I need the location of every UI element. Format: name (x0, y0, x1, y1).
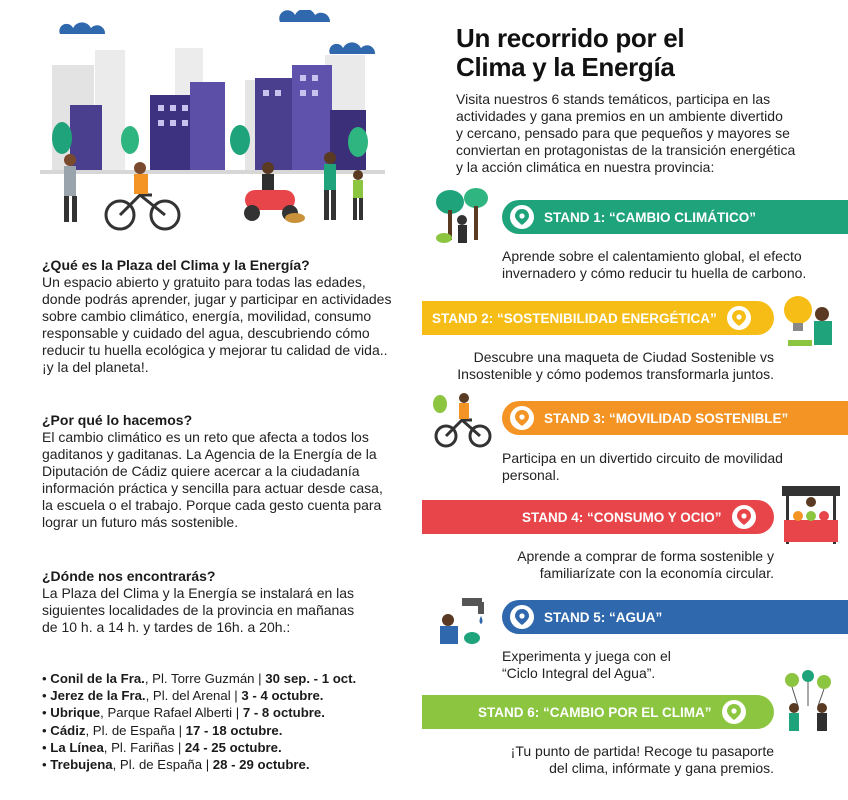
stand-5-description: Experimenta y juega con el “Ciclo Integral del Agua”. (502, 648, 671, 681)
page-title: Un recorrido por el Clima y la Energía (456, 23, 685, 82)
stand-6-banner (422, 695, 774, 729)
market-stall-icon (778, 482, 844, 548)
lightbulb-person-icon (778, 290, 842, 354)
section-heading-what: ¿Qué es la Plaza del Clima y la Energía? (42, 257, 310, 273)
stand-4-banner (422, 500, 774, 534)
stand-3-description: Participa en un divertido circuito de movilidad personal. (502, 450, 783, 483)
location-pin-icon (510, 406, 534, 430)
list-item: • Jerez de la Fra., Pl. del Arenal | 3 - 4 octubre. (42, 688, 324, 704)
stand-2-banner (422, 301, 774, 335)
dog-icon (285, 213, 305, 223)
stand-1-label: STAND 1: “CAMBIO CLIMÁTICO” (544, 209, 756, 225)
tree-icon (230, 125, 250, 155)
stand-3-banner (502, 401, 848, 435)
stand-1-description: Aprende sobre el calentamiento global, el efecto invernadero y cómo reducir tu huella de carbono. (502, 248, 807, 281)
stand-2-description: Descubre una maqueta de Ciudad Sostenible vs Insostenible y cómo podemos transformarla juntos. (457, 349, 774, 382)
list-item: • Ubrique, Parque Rafael Alberti | 7 - 8 octubre. (42, 705, 325, 721)
location-pin-icon (510, 605, 534, 629)
stand-2-label: STAND 2: “SOSTENIBILIDAD ENERGÉTICA” (432, 310, 717, 326)
section-body-why: El cambio climático es un reto que afecta a todos los gaditanos y gaditanas. La Agencia de la Energía de la Diputación de Cádiz quiere acercar a la ciudadanía información práctica y sencilla para actuar desde casa, la escuela o el trabajo. Porque cada gesto cuenta para lograr un futuro más sostenible. (42, 429, 383, 530)
stand-6-description: ¡Tu punto de partida! Recoge tu pasaporte del clima, infórmate y gana premios. (510, 743, 774, 776)
balloons-people-icon (778, 670, 844, 738)
water-tap-icon (432, 594, 492, 646)
bicycle-icon (106, 195, 179, 229)
list-item: • Conil de la Fra., Pl. Torre Guzmán | 30 sep. - 1 oct. (42, 671, 357, 686)
tree-icon (121, 126, 139, 154)
location-pin-icon (727, 306, 751, 330)
stand-1-banner (502, 200, 848, 234)
locations-list (42, 670, 356, 773)
cloud-icon (329, 42, 375, 54)
stand-5-banner (502, 600, 848, 634)
location-pin-icon (722, 700, 746, 724)
stand-4-label: STAND 4: “CONSUMO Y OCIO” (522, 509, 722, 525)
list-item: • La Línea, Pl. Fariñas | 24 - 25 octubre. (42, 739, 282, 755)
cloud-icon (279, 10, 330, 22)
section-heading-where: ¿Dónde nos encontrarás? (42, 568, 216, 584)
stand-3-label: STAND 3: “MOVILIDAD SOSTENIBLE” (544, 410, 789, 426)
list-item: • Trebujena, Pl. de España | 28 - 29 octubre. (42, 757, 310, 773)
cyclist-icon (432, 388, 496, 452)
trees-people-icon (432, 186, 496, 250)
stand-4-description: Aprende a comprar de forma sostenible y familiarízate con la economía circular. (517, 548, 774, 581)
cloud-icon (59, 22, 105, 34)
location-pin-icon (510, 205, 534, 229)
stand-6-label: STAND 6: “CAMBIO POR EL CLIMA” (478, 704, 712, 720)
section-heading-why: ¿Por qué lo hacemos? (42, 412, 193, 428)
location-pin-icon (732, 505, 756, 529)
section-body-what: Un espacio abierto y gratuito para todas las edades, donde podrás aprender, jugar y participar en actividades sobre cambio climático, energía, movilidad, consumo responsable y cuidado del agua, descubriendo cómo reducir tu huella ecológica y mejorar tu calidad de vida.. ¡y la del planeta!. (42, 274, 392, 375)
intro-paragraph: Visita nuestros 6 stands temáticos, participa en las actividades y gana premios en un ambiente divertido y cercano, pensado para que pequeños y mayores se conviertan en protagonistas de la transición energética y la acción climática en nuestra provincia: (456, 91, 796, 175)
section-body-where: La Plaza del Clima y la Energía se instalará en las siguientes localidades de la provincia en mañanas de 10 h. a 14 h. y tardes de 16h. a 20h.: (42, 585, 355, 635)
city-illustration (40, 10, 385, 240)
stand-5-label: STAND 5: “AGUA” (544, 609, 663, 625)
tree-icon (348, 127, 368, 157)
list-item: • Cádiz, Pl. de España | 17 - 18 octubre. (42, 722, 283, 738)
tree-icon (52, 122, 72, 154)
